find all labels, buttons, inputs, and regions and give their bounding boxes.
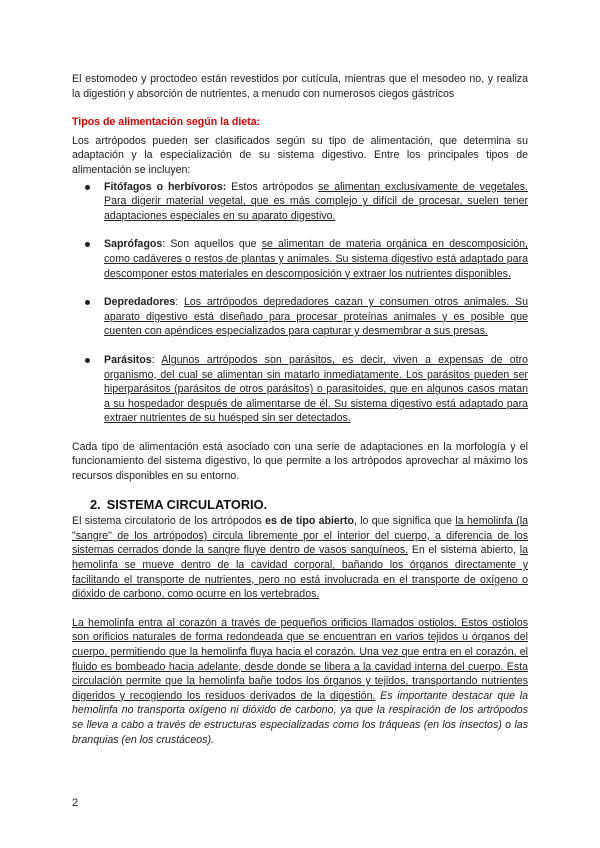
text-run: , lo que significa que <box>353 515 456 528</box>
section-heading-circulatory <box>90 498 528 513</box>
lead-text: : <box>151 353 162 366</box>
bullet-icon <box>85 242 90 247</box>
document-page <box>72 72 528 747</box>
underlined-text: se alimentan exclusivamente de vegetales. Para digerir material vegetal, que es más complejo y difícil de procesar, suelen tener adaptaciones especiales en su aparato digestivo. <box>104 180 528 222</box>
list-item-fitofagos <box>72 180 528 224</box>
lead-text: : Son aquellos que <box>162 238 262 251</box>
feeding-conclusion: Cada tipo de alimentación está asociado con una serie de adaptaciones en la morfología y el funcionamiento del sistema digestivo, lo que permite a los artrópodos aprovechar al máximo los recursos disponibles en su entorno. <box>72 440 528 483</box>
text-run: En el sistema abierto, <box>408 544 520 557</box>
term-fitofagos: Fitófagos o herbívoros: <box>104 180 227 193</box>
underlined-text: Algunos artrópodos son parásitos, es decir, viven a expensas de otro organismo, del cual se alimentan sin matarlo inmediatamente. Los parásitos pueden ser hiperparásitos (parásitos de otros parásitos) o parasitoides, que en algunos casos matan a su hospedador después de alimentarse de él. Su sistema digestivo está adaptado para extraer nutrientes de su huésped sin ser detectados. <box>104 353 528 425</box>
italic-run: Es importante destacar que la hemolinfa no transporta oxígeno ni dióxido de carbono, ya que la respiración de los artrópodos se lleva a cabo a través de estructuras especializadas como los tráqueas (en los insectos) o las branquias (en los crustáceos). <box>72 689 528 746</box>
list-item-saprofagos <box>72 237 528 281</box>
bullet-icon <box>85 185 90 190</box>
circulatory-paragraph-2 <box>72 616 528 747</box>
bold-run: es de tipo abierto <box>265 515 354 528</box>
text-run: El sistema circulatorio de los artrópodos <box>72 515 266 528</box>
bullet-icon <box>85 300 90 305</box>
lead-text: : <box>175 296 185 309</box>
page-number: 2 <box>72 797 79 809</box>
feeding-heading: Tipos de alimentación según la dieta: <box>72 116 261 129</box>
bullet-icon <box>85 358 90 363</box>
term-parasitos: Parásitos <box>104 353 152 366</box>
list-item-parasitos <box>72 353 528 426</box>
underlined-run: La hemolinfa entra al corazón a través de pequeños orificios llamados ostiolos. Estos ostiolos son orificios naturales de forma redondeada que se encuentran en varios tejidos u órganos del cuerpo, permitiendo que la hemolinfa fluya hacia el corazón. Una vez que entra en el corazón, el fluido es bombeado hacia adelante, desde donde se libera a la cavidad interna del cuerpo. Esta circulación permite que la hemolinfa bañe todos los órganos y tejidos, transportando nutrientes digeridos y recogiendo los residuos derivados de la digestión. <box>72 616 528 702</box>
intro-paragraph: El estomodeo y proctodeo están revestidos por cutícula, mientras que el mesodeo no, y realiza la digestión y absorción de nutrientes, a menudo con numerosos ciegos gástricos <box>72 73 528 100</box>
feeding-list <box>72 180 528 426</box>
section-number: 2. <box>90 496 101 512</box>
underlined-run: la hemolinfa se mueve dentro de la cavidad corporal, bañando los órganos directamente y facilitando el transporte de nutrientes, pero no está involucrada en el transporte de oxígeno o dióxido de carbono, como ocurre en los vertebrados. <box>72 544 528 601</box>
underlined-run: la hemolinfa (la "sangre" de los artrópodos) circula libremente por el interior del cuerpo, a diferencia de los sistemas cerrados donde la sangre fluye dentro de vasos sanguíneos. <box>72 515 528 557</box>
term-saprofagos: Saprófagos <box>104 238 163 251</box>
underlined-text: Los artrópodos depredadores cazan y consumen otros animales. Su aparato digestivo está diseñado para procesar proteínas animales y es posible que cuenten con apéndices especializados para capturar y desmembrar a sus presas. <box>104 296 528 338</box>
term-depredadores: Depredadores <box>104 296 176 309</box>
underlined-text: se alimentan de materia orgánica en descomposición, como cadáveres o restos de plantas y animales. Su sistema digestivo está adaptado para descomponer estos materiales en descomposición y extraer los nutrientes disponibles. <box>104 238 528 280</box>
feeding-intro: Los artrópodos pueden ser clasificados según su tipo de alimentación, que determina su adaptación y la especialización de su sistema digestivo. Entre los principales tipos de alimentación se incluyen: <box>72 134 528 176</box>
lead-text: Estos artrópodos <box>226 180 319 193</box>
list-item-depredadores <box>72 295 528 339</box>
section-title: SISTEMA CIRCULATORIO. <box>106 496 268 512</box>
circulatory-paragraph-1 <box>72 514 528 602</box>
